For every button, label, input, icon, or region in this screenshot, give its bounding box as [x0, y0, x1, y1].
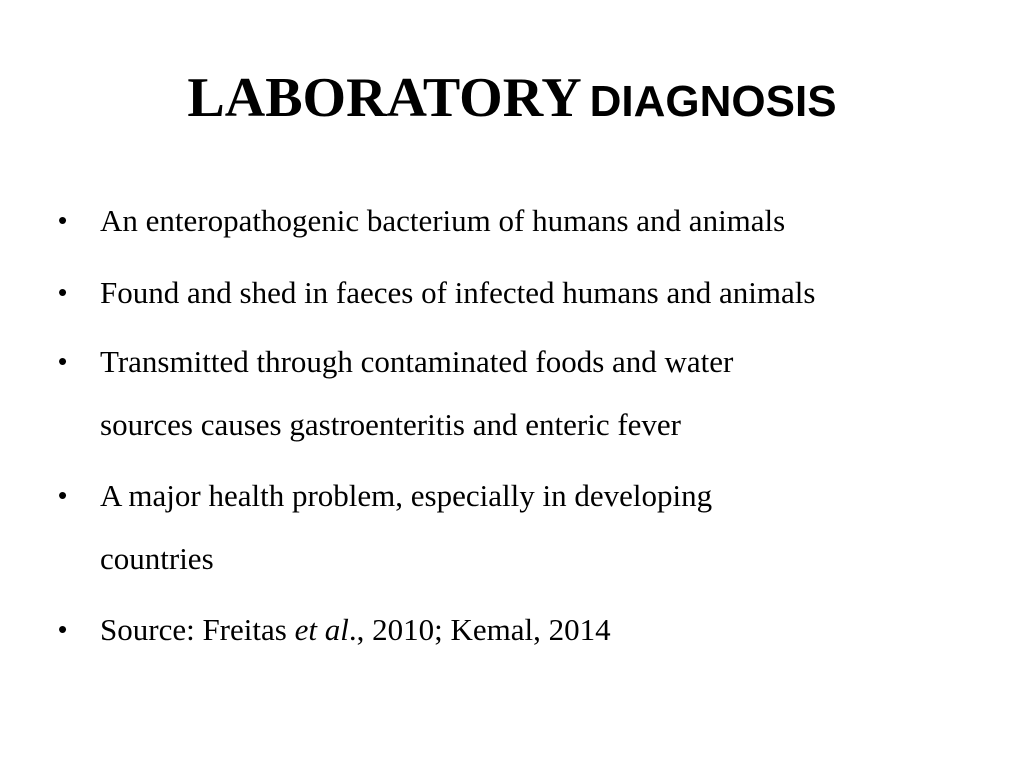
title-word-laboratory: LABORATORY [187, 67, 582, 129]
bullet-item [58, 330, 978, 456]
bullet-dot-icon: • [58, 277, 68, 307]
bullet-text: Found and shed in faeces of infected humans and animals [100, 275, 816, 310]
bullet-item [58, 598, 978, 661]
title-word-diagnosis: DIAGNOSIS [589, 77, 837, 126]
bullet-text-line2: countries [100, 541, 214, 576]
bullet-item [58, 189, 978, 252]
bullet-dot-icon: • [58, 614, 68, 644]
bullet-text-line1: A major health problem, especially in developing [100, 478, 713, 513]
citation-suffix: ., 2010; Kemal, 2014 [348, 612, 611, 647]
bullet-item [58, 464, 978, 590]
source-citation [100, 598, 978, 661]
bullet-dot-icon: • [58, 480, 68, 510]
citation-prefix: Source: Freitas [100, 612, 295, 647]
citation-et-al: et al [294, 612, 349, 647]
bullet-text-line2: sources causes gastroenteritis and enteric fever [100, 407, 681, 442]
bullet-text: An enteropathogenic bacterium of humans and animals [100, 203, 786, 238]
bullet-item [58, 261, 978, 324]
bullet-dot-icon: • [58, 205, 68, 235]
bullet-dot-icon: • [58, 346, 68, 376]
bullet-text-line1: Transmitted through contaminated foods and water [100, 344, 734, 379]
